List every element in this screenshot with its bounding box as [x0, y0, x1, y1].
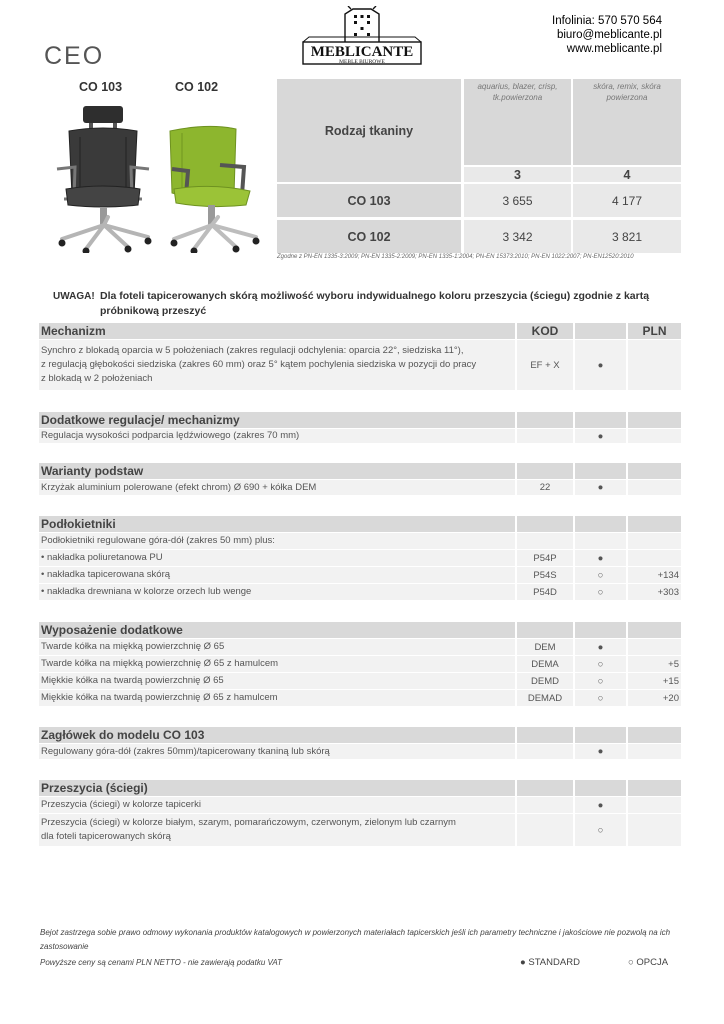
section-title: Wyposażenie dodatkowe	[39, 622, 515, 638]
option-price	[628, 533, 681, 549]
option-price	[628, 550, 681, 566]
option-description: • nakładka drewniana w kolorze orzech lub wenge	[39, 584, 515, 600]
option-description: Podłokietniki regulowane góra-dół (zakres 50 mm) plus:	[39, 533, 515, 549]
chair-co103-image	[52, 103, 162, 253]
notice-label: UWAGA!	[53, 291, 95, 302]
option-code: DEMAD	[517, 690, 573, 706]
option-description: • nakładka tapicerowana skórą	[39, 567, 515, 583]
price-cell: 3 655	[464, 184, 571, 217]
option-code	[517, 429, 573, 443]
option-section	[39, 622, 681, 707]
option-description: Krzyżak aluminium polerowane (efekt chrom) Ø 690 + kółka DEM	[39, 480, 515, 495]
vat-note: Powyższe ceny są cenami PLN NETTO - nie zawierają podatku VAT	[40, 958, 283, 967]
table-row	[39, 797, 681, 814]
option-section	[39, 780, 681, 847]
option-description: Miękkie kółka na twardą powierzchnię Ø 65 z hamulcem	[39, 690, 515, 706]
option-description: Regulowany góra-dół (zakres 50mm)/tapicerowany tkaniną lub skórą	[39, 744, 515, 759]
fabric-group-3-number: 3	[464, 167, 571, 182]
option-price: +134	[628, 567, 681, 583]
legend-standard: ● STANDARD	[520, 957, 580, 968]
availability-mark	[575, 533, 626, 549]
option-price	[628, 639, 681, 655]
disclaimer-text: Bejot zastrzega sobie prawo odmowy wykonania produktów katalogowych w powierzonych materiałach tapicerskich jeśli ich parametry techniczne i jakościowe nie pozwolą na ich zastosowanie	[40, 928, 671, 951]
table-row	[39, 480, 681, 496]
table-row	[39, 656, 681, 673]
fabric-group-4-list: skóra, remix, skóra powierzona	[573, 79, 681, 165]
option-price: +303	[628, 584, 681, 600]
legend-option: ○ OPCJA	[628, 957, 669, 968]
page-title: CEO	[44, 42, 105, 70]
option-price: +15	[628, 673, 681, 689]
contact-phone: Infolinia: 570 570 564	[552, 15, 662, 27]
option-code: EF + X	[517, 340, 573, 390]
availability-mark: ○	[575, 673, 626, 689]
price-row-model: CO 103	[277, 184, 461, 217]
meblicante-logo	[301, 6, 423, 68]
model-label-co103: CO 103	[79, 80, 123, 94]
table-row	[39, 673, 681, 690]
option-description: Twarde kółka na miękką powierzchnię Ø 65 z hamulcem	[39, 656, 515, 672]
option-code	[517, 797, 573, 813]
price-column-header: PLN	[628, 323, 681, 339]
option-code: P54S	[517, 567, 573, 583]
option-price: +20	[628, 690, 681, 706]
table-row	[39, 567, 681, 584]
notice-text: Dla foteli tapicerowanych skórą możliwość wyboru indywidualnego koloru przeszycia (ściegu) zgodnie z kartą próbnikową przeszyć	[100, 290, 650, 317]
table-row	[39, 584, 681, 601]
availability-mark: ○	[575, 814, 626, 846]
option-price	[628, 744, 681, 759]
option-code: 22	[517, 480, 573, 495]
option-price	[628, 480, 681, 495]
fabric-group-4-number: 4	[573, 167, 681, 182]
table-row	[39, 744, 681, 760]
fabric-group-3-list: aquarius, blazer, crisp, tk.powierzona	[464, 79, 571, 165]
section-title: Mechanizm	[39, 323, 515, 339]
option-description: Regulacja wysokości podparcia lędźwiowego (zakres 70 mm)	[39, 429, 515, 443]
option-description: Przeszycia (ściegi) w kolorze białym, szarym, pomarańczowym, czerwonym, zielonym lub czarnym dla foteli tapicerowanych skórą	[39, 814, 515, 846]
table-row	[39, 639, 681, 656]
section-title: Zagłówek do modelu CO 103	[39, 727, 515, 743]
code-column-header: KOD	[517, 323, 573, 339]
availability-mark: ○	[575, 584, 626, 600]
logo-text: MEBLICANTE	[310, 44, 414, 60]
section-title: Podłokietniki	[39, 516, 515, 532]
option-section	[39, 516, 681, 601]
option-code	[517, 814, 573, 846]
option-price: +5	[628, 656, 681, 672]
availability-mark: ○	[575, 567, 626, 583]
section-mechanism	[39, 323, 681, 391]
option-code: P54D	[517, 584, 573, 600]
availability-mark: ●	[575, 429, 626, 443]
option-price	[628, 429, 681, 443]
availability-mark: ●	[575, 480, 626, 495]
section-header	[39, 463, 681, 480]
availability-mark: ●	[575, 744, 626, 759]
fabric-type-header: Rodzaj tkaniny	[277, 79, 461, 182]
option-code: DEM	[517, 639, 573, 655]
price-cell: 3 821	[573, 220, 681, 253]
availability-mark: ○	[575, 690, 626, 706]
table-row	[39, 550, 681, 567]
section-header	[39, 622, 681, 639]
contact-website: www.meblicante.pl	[566, 43, 662, 55]
availability-mark: ○	[575, 656, 626, 672]
price-cell: 4 177	[573, 184, 681, 217]
price-cell: 3 342	[464, 220, 571, 253]
option-description: Synchro z blokadą oparcia w 5 położeniach (zakres regulacji odchylenia: oparcia 22°, siedziska 11°), z regulacją głębokości siedziska (zakres 60 mm) oraz 5° kątem pochylenia siedziska w pozycji do pracy z blokadą w 2 położeniach	[39, 340, 515, 390]
availability-mark: ●	[575, 797, 626, 813]
availability-mark: ●	[575, 340, 626, 390]
table-row	[39, 690, 681, 707]
price-row-model: CO 102	[277, 220, 461, 253]
option-code	[517, 533, 573, 549]
standards-note: Zgodne z PN-EN 1335-3:2009; PN-EN 1335-2:2009; PN-EN 1335-1:2004; PN-EN 15373:2010; PN-EN 1022:2007; PN-EN12520:2010	[277, 254, 634, 260]
option-code: DEMA	[517, 656, 573, 672]
section-title: Przeszycia (ściegi)	[39, 780, 515, 796]
table-row	[39, 340, 681, 391]
section-header	[39, 516, 681, 533]
option-price	[628, 797, 681, 813]
option-code: DEMD	[517, 673, 573, 689]
section-header	[39, 323, 681, 340]
contact-email: biuro@meblicante.pl	[556, 29, 662, 41]
chair-co102-image	[160, 103, 270, 253]
option-description: • nakładka poliuretanowa PU	[39, 550, 515, 566]
section-title: Warianty podstaw	[39, 463, 515, 479]
option-section	[39, 412, 681, 444]
option-section	[39, 727, 681, 760]
table-row	[39, 814, 681, 847]
option-description: Przeszycia (ściegi) w kolorze tapicerki	[39, 797, 515, 813]
option-section	[39, 463, 681, 496]
section-header	[39, 412, 681, 429]
section-title: Dodatkowe regulacje/ mechanizmy	[39, 412, 515, 428]
table-row	[39, 533, 681, 550]
option-description: Miękkie kółka na twardą powierzchnię Ø 65	[39, 673, 515, 689]
contact-info	[552, 14, 662, 56]
option-code: P54P	[517, 550, 573, 566]
table-row	[39, 429, 681, 444]
logo-subtitle: MEBLE BIUROWE	[339, 59, 385, 65]
option-description: Twarde kółka na miękką powierzchnię Ø 65	[39, 639, 515, 655]
section-header	[39, 727, 681, 744]
availability-mark: ●	[575, 550, 626, 566]
option-price	[628, 340, 681, 390]
option-code	[517, 744, 573, 759]
option-price	[628, 814, 681, 846]
availability-mark: ●	[575, 639, 626, 655]
section-header	[39, 780, 681, 797]
model-label-co102: CO 102	[175, 80, 219, 94]
